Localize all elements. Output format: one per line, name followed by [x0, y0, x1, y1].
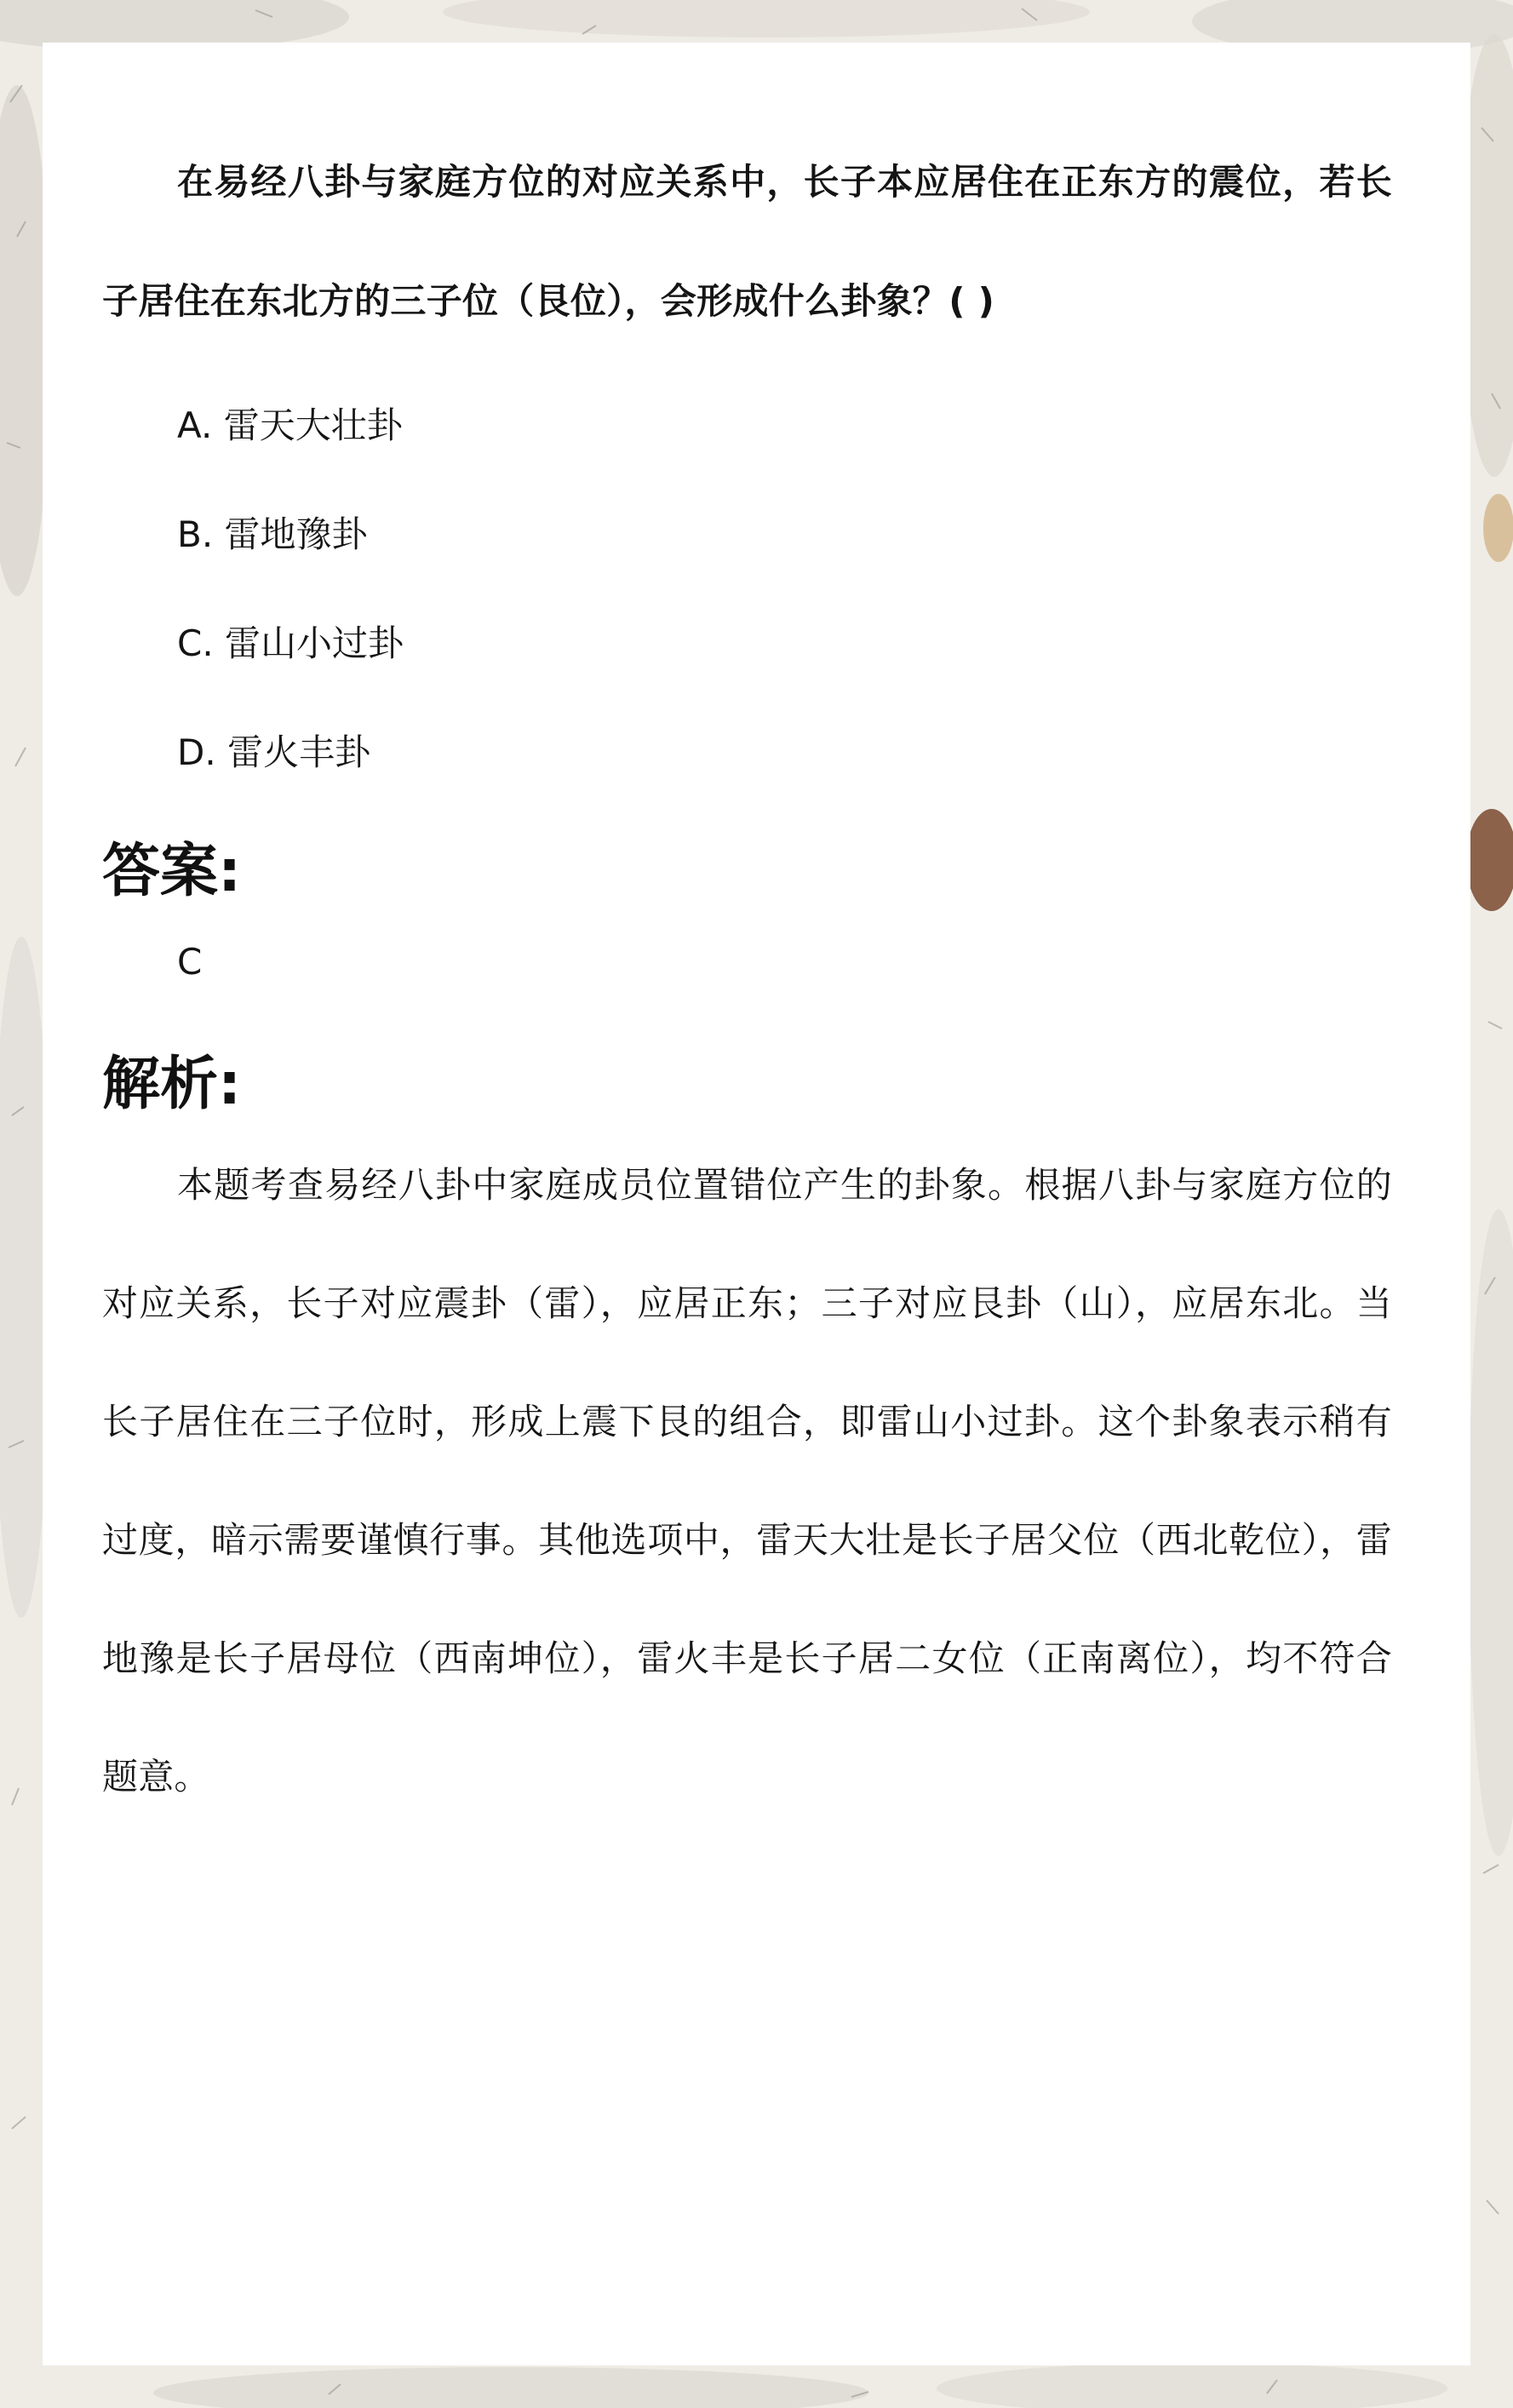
analysis-heading: 解析:: [102, 1051, 242, 1118]
content-area: [102, 43, 1392, 1836]
option-letter: D.: [177, 731, 216, 773]
option-letter: B.: [177, 513, 214, 555]
option-a: [102, 371, 1392, 480]
option-d: [102, 698, 1392, 807]
question-card: [43, 43, 1470, 2365]
answer-value: C: [177, 941, 203, 983]
option-letter: A.: [177, 404, 213, 446]
option-c: [102, 589, 1392, 698]
option-text: 雷山小过卦: [225, 622, 404, 664]
option-text: 雷火丰卦: [227, 731, 371, 773]
answer-heading: 答案:: [102, 838, 242, 905]
option-text: 雷天大壮卦: [223, 404, 403, 446]
option-text: 雷地豫卦: [224, 513, 368, 555]
analysis-text: 本题考查易经八卦中家庭成员位置错位产生的卦象。根据八卦与家庭方位的对应关系，长子对应震卦（雷），应居正东；三子对应艮卦（山），应居东北。当长子居住在三子位时，形成上震下艮的组合，即雷山小过卦。这个卦象表示稍有过度，暗示需要谨慎行事。其他选项中，雷天大壮是长子居父位（西北乾位），雷地豫是长子居母位（西南坤位），雷火丰是长子居二女位（正南离位），均不符合题意。: [102, 1164, 1392, 1797]
question-text: 在易经八卦与家庭方位的对应关系中，长子本应居住在正东方的震位，若长子居住在东北方的三子位（艮位），会形成什么卦象？( ): [102, 161, 1392, 322]
options-list: [102, 371, 1392, 807]
option-letter: C.: [177, 622, 214, 664]
option-b: [102, 480, 1392, 589]
